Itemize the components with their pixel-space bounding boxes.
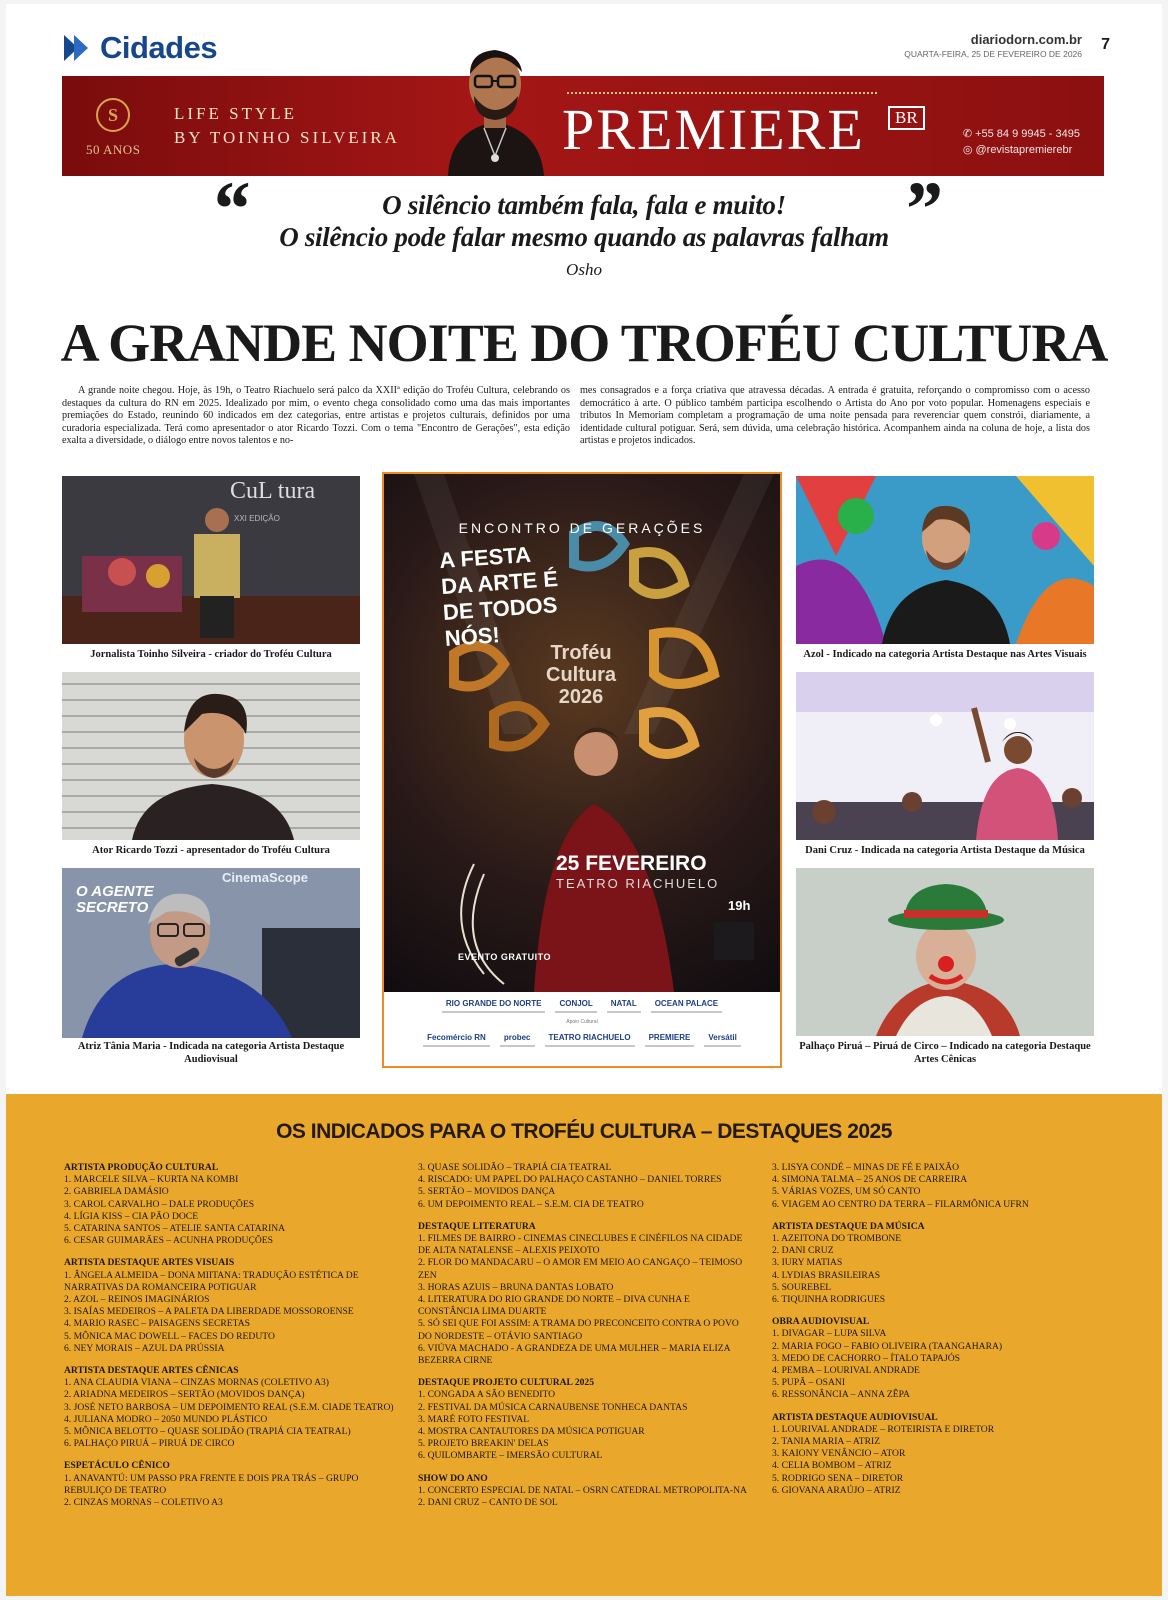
section-title: Cidades: [100, 30, 218, 65]
nominee-item: 4. MOSTRA CANTAUTORES DA MÚSICA POTIGUAR: [418, 1426, 645, 1438]
premiere-banner: [62, 76, 1104, 176]
instagram-handle: @revistapremierebr: [975, 144, 1073, 156]
nominee-item: 5. PROJETO BREAKIN' DELAS: [418, 1438, 549, 1450]
category-heading: ARTISTA DESTAQUE AUDIOVISUAL: [772, 1411, 938, 1423]
nominee-item: 3. CAROL CARVALHO – DALE PRODUÇÕES: [64, 1198, 255, 1210]
nominee-item: 1. ANA CLAUDIA VIANA – CINZAS MORNAS (COLETIVO A3): [64, 1377, 329, 1389]
nominee-item: 2. CINZAS MORNAS – COLETIVO A3: [64, 1497, 223, 1509]
nominee-item: 4. PEMBA – LOURIVAL ANDRADE: [772, 1365, 920, 1377]
sponsor-logo: RIO GRANDE DO NORTE: [442, 996, 546, 1013]
nominee-item: 2. FESTIVAL DA MÚSICA CARNAUBENSE TONHECA DANTAS: [418, 1401, 688, 1413]
cinema-sign: CinemaScope: [222, 870, 308, 885]
nominee-item: 3. HORAS AZUIS – BRUNA DANTAS LOBATO: [418, 1281, 614, 1293]
nominee-item: 2. DANI CRUZ – CANTO DE SOL: [418, 1497, 558, 1509]
nominee-item: 6. GIOVANA ARAÚJO – ATRIZ: [772, 1484, 901, 1496]
nominee-item: 2. GABRIELA DAMÁSIO: [64, 1186, 169, 1198]
nominee-item: 2. FLOR DO MANDACARU – O AMOR EM MEIO AO CANGAÇO – TEIMOSO ZEN: [418, 1257, 743, 1281]
nominee-item: 5. CATARINA SANTOS – ATELIE SANTA CATARINA: [64, 1223, 286, 1235]
nominee-item: 4. LYDIAS BRASILEIRAS: [772, 1269, 881, 1281]
page-number: 7: [1101, 36, 1110, 53]
trofeu-line-3: 2026: [558, 686, 604, 708]
nominee-item: 5. SÓ SEI QUE FOI ASSIM: A TRAMA DO PRECONCEITO CONTRA O POVO DO NORDESTE – OTÁVIO SANTIAGO: [418, 1318, 739, 1342]
nominee-item: 3. MARÉ FOTO FESTIVAL: [418, 1413, 530, 1425]
slogan-line-4: NÓS!: [443, 622, 501, 651]
category-heading: ARTISTA DESTAQUE ARTES CÊNICAS: [64, 1365, 239, 1377]
nominee-item: 1. LOURIVAL ANDRADE – ROTEIRISTA E DIRETOR: [772, 1423, 995, 1435]
nominee-item: 3. KAIONY VENÂNCIO – ATOR: [772, 1448, 906, 1460]
phone-number: +55 84 9 9945 - 3495: [975, 128, 1080, 140]
premiere-br-tag: BR: [888, 106, 925, 130]
nominee-item: 6. UM DEPOIMENTO REAL – S.E.M. CIA DE TEATRO: [418, 1198, 644, 1210]
caption-azol: Azol - Indicado na categoria Artista Destaque nas Artes Visuais: [803, 649, 1087, 660]
slogan-line-3: DE TODOS: [442, 592, 559, 626]
nominee-item: 6. RESSONÂNCIA – ANNA ZÊPA: [772, 1389, 910, 1401]
banner-divider: [567, 92, 877, 94]
caption-toinho: Jornalista Toinho Silveira - criador do Troféu Cultura: [90, 649, 332, 660]
nominee-item: 5. MÔNICA MAC DOWELL – FACES DO REDUTO: [64, 1330, 275, 1342]
nominees-column-3: [772, 1162, 1106, 1497]
support-label: Apoio Cultural: [566, 1019, 598, 1025]
open-quote-icon: “: [210, 165, 249, 252]
photo-azol: [796, 476, 1094, 644]
premiere-logo: PREMIERE: [562, 97, 865, 162]
nominee-item: 4. SIMONA TALMA – 25 ANOS DE CARREIRA: [772, 1174, 968, 1186]
nominee-item: 6. TIQUINHA RODRIGUES: [772, 1294, 886, 1306]
nominee-item: 6. QUILOMBARTE – IMERSÃO CULTURAL: [418, 1450, 603, 1462]
nominee-item: 5. MÔNICA BELOTTO – QUASE SOLIDÃO (TRAPIÁ CIA TEATRAL): [64, 1426, 351, 1438]
poster-venue: TEATRO RIACHUELO: [556, 876, 720, 891]
nominees-section: [6, 1094, 1162, 1596]
nominee-item: 1. ANAVANTÚ: UM PASSO PRA FRENTE E DOIS PRA TRÁS – GRUPO REBULIÇO DE TEATRO: [64, 1472, 359, 1496]
event-poster: [382, 472, 782, 1068]
article-column-2: mes consagrados e a força criativa que atravessa décadas. A entrada é gratuita, reforçando o compromisso com o acesso democrático à arte. O público também participa escolhendo o Artista do Ano por voto popular. Homenagens especiais e tributos In Memoriam completam a programação de uma noite pensada para reverenciar quem constrói, diariamente, a identidade cultural potiguar. Será, sem dúvida, uma celebração histórica. Acompanhem ainda na coluna de hoje, a lista dos artistas e projetos indicados.: [580, 385, 1090, 447]
sponsor-logo: PREMIERE: [645, 1030, 695, 1047]
caption-dani: Dani Cruz - Indicada na categoria Artista Destaque da Música: [805, 845, 1085, 856]
nominee-item: 3. IURY MATIAS: [772, 1257, 843, 1269]
instagram-icon: ◎: [962, 144, 973, 156]
slogan-line-2: DA ARTE É: [440, 565, 559, 600]
masthead: [904, 32, 1082, 59]
photo-dani: [796, 672, 1094, 840]
nominee-item: 1. AZEITONA DO TROMBONE: [772, 1233, 902, 1245]
close-quote-icon: ”: [902, 165, 941, 252]
nominee-item: 2. TANIA MARIA – ATRIZ: [772, 1436, 881, 1448]
sponsor-logo: OCEAN PALACE: [651, 996, 722, 1013]
photo-pirua: [796, 868, 1094, 1036]
poster-trofeu: [546, 642, 616, 708]
trofeu-line-2: Cultura: [546, 664, 616, 686]
nominee-item: 1. MARCELE SILVA – KURTA NA KOMBI: [64, 1174, 239, 1186]
nominees-column-2: [418, 1162, 752, 1509]
category-heading: ESPETÁCULO CÊNICO: [64, 1460, 170, 1472]
nominee-item: 5. SOUREBEL: [772, 1281, 832, 1293]
nominee-item: 4. LITERATURA DO RIO GRANDE DO NORTE – DIVA CUNHA E CONSTÂNCIA LIMA DUARTE: [418, 1294, 690, 1318]
section-header: [64, 30, 217, 66]
photo-toinho: [62, 476, 360, 644]
nominee-item: 3. ISAÍAS MEDEIROS – A PALETA DA LIBERDADE MOSSOROENSE: [64, 1306, 354, 1318]
host-portrait: [440, 38, 550, 176]
site-url: diariodorn.com.br: [970, 32, 1082, 47]
nominee-item: 4. MARIO RASEC – PAISAGENS SECRETAS: [64, 1318, 250, 1330]
cultura-sign: CuL tura: [230, 478, 316, 504]
newspaper-page: [6, 4, 1162, 1596]
nominee-item: 1. CONCERTO ESPECIAL DE NATAL – OSRN CATEDRAL METROPOLITA-NA: [418, 1484, 747, 1496]
category-heading: OBRA AUDIOVISUAL: [772, 1316, 870, 1328]
agent-sign: O AGENTE SECRETO: [76, 883, 154, 916]
sponsor-logo: Versátil: [704, 1030, 740, 1047]
headline: A GRANDE NOITE DO TROFÉU CULTURA: [60, 313, 1108, 373]
nominee-item: 1. ÂNGELA ALMEIDA – DONA MIITANA: TRADUÇÃO ESTÉTICA DE NARRATIVAS DA ROMANCEIRA POTIGUAR: [64, 1269, 359, 1293]
nominee-item: 6. VIAGEM AO CENTRO DA TERRA – FILARMÔNICA UFRN: [772, 1198, 1029, 1210]
nominee-item: 3. MEDO DE CACHORRO – ÍTALO TAPAJÓS: [772, 1352, 960, 1364]
seal-icon: S: [96, 98, 130, 132]
poster-encontro: ENCONTRO DE GERAÇÕES: [458, 520, 706, 536]
cultura-edition: XXI EDIÇÃO: [234, 514, 280, 523]
nominee-item: 3. JOSÉ NETO BARBOSA – UM DEPOIMENTO REAL (S.E.M. CIADE TEATRO): [64, 1401, 394, 1413]
sponsor-logo: TEATRO RIACHUELO: [545, 1030, 635, 1047]
sponsor-logo: probec: [500, 1030, 535, 1047]
sponsor-logo: CONJOL: [555, 996, 596, 1013]
quote-author: Osho: [566, 260, 602, 279]
sponsor-row-2: [384, 1030, 780, 1047]
caption-pirua: Palhaço Piruá – Piruá de Circo – Indicado na categoria Destaque Artes Cênicas: [799, 1041, 1091, 1065]
nominee-item: 6. PALHAÇO PIRUÁ – PIRUÁ DE CIRCO: [64, 1438, 235, 1450]
nominee-item: 1. CONGADA A SÃO BENEDITO: [418, 1389, 556, 1401]
whatsapp-icon: ✆: [962, 128, 973, 140]
double-chevron-icon: [64, 35, 84, 61]
article-column-1: A grande noite chegou. Hoje, às 19h, o Teatro Riachuelo será palco da XXIIª edição do Troféu Cultura, celebrando os destaques da cultura do RN em 2025. Idealizado por mim, o evento chega consolidado como uma das mais importantes premiações do Estado, reunindo 60 indicados em dez categorias, entre artistas e projetos culturais, definidos por uma curadoria especializada. Terá como apresentador o ator Ricardo Tozzi. Com o tema "Encontro de Gerações", esta edição exalta a diversidade, o diálogo entre novos talentos e no-: [62, 385, 570, 447]
category-heading: DESTAQUE LITERATURA: [418, 1220, 536, 1232]
poster-artwork: [384, 474, 780, 992]
photo-tozzi: [62, 672, 360, 840]
nominee-item: 1. FILMES DE BAIRRO - CINEMAS CINECLUBES E CINÉFILOS NA CIDADE DE ALTA NATALENSE – ALEXIS PEIXOTO: [418, 1233, 743, 1257]
nominee-item: 5. RODRIGO SENA – DIRETOR: [772, 1472, 904, 1484]
nominee-item: 5. VÁRIAS VOZES, UM SÓ CANTO: [772, 1186, 921, 1198]
slogan-line-1: A FESTA: [438, 541, 532, 574]
lifestyle-line-1: LIFE STYLE: [174, 104, 298, 123]
sponsor-logo: NATAL: [607, 996, 641, 1013]
poster-date: 25 FEVEREIRO: [556, 852, 707, 875]
lifestyle-line-2: BY TOINHO SILVEIRA: [174, 128, 400, 147]
category-heading: ARTISTA PRODUÇÃO CULTURAL: [64, 1162, 219, 1173]
category-heading: ARTISTA DESTAQUE DA MÚSICA: [772, 1220, 925, 1232]
nominee-item: 2. DANI CRUZ: [772, 1245, 834, 1257]
nominee-item: 5. PUPÃ – OSANI: [772, 1377, 846, 1389]
nominee-item: 4. JULIANA MODRO – 2050 MUNDO PLÁSTICO: [64, 1413, 268, 1425]
nominee-item: 5. SERTÃO – MOVIDOS DANÇA: [418, 1186, 556, 1198]
nominee-item: 4. CELIA BOMBOM – ATRIZ: [772, 1460, 892, 1472]
nominee-item: 6. VIÚVA MACHADO - A GRANDEZA DE UMA MULHER – MARIA ELIZA BEZERRA CIRNE: [418, 1342, 730, 1367]
poster-slogan: [439, 540, 563, 652]
quote-line-2: O silêncio pode falar mesmo quando as palavras falham: [279, 222, 889, 252]
poster-free-entry: EVENTO GRATUITO: [458, 952, 552, 962]
sponsor-row-1: [384, 996, 780, 1013]
nominee-item: 6. CESAR GUIMARÃES – ACUNHA PRODUÇÕES: [64, 1235, 273, 1247]
quote-line-1: O silêncio também fala, fala e muito!: [382, 190, 786, 220]
nominees-column-1: [64, 1162, 398, 1509]
nominee-item: 3. LISYA CONDÉ – MINAS DE FÉ E PAIXÃO: [772, 1162, 960, 1173]
poster-time: 19h: [728, 898, 751, 913]
nominee-item: 4. RISCADO: UM PAPEL DO PALHAÇO CASTANHO – DANIEL TORRES: [418, 1174, 722, 1186]
sponsor-logos: [384, 996, 780, 1053]
nominees-title: OS INDICADOS PARA O TROFÉU CULTURA – DESTAQUES 2025: [276, 1120, 892, 1143]
anniversary-text: 50 ANOS: [86, 142, 141, 157]
trofeu-line-1: Troféu: [550, 642, 612, 664]
nominee-item: 4. LÍGIA KISS – CIA PÃO DOCE: [64, 1210, 199, 1222]
banner-contact: [963, 126, 1080, 158]
nominee-item: 2. ARIADNA MEDEIROS – SERTÃO (MOVIDOS DANÇA): [64, 1389, 305, 1401]
category-heading: SHOW DO ANO: [418, 1472, 488, 1484]
category-heading: DESTAQUE PROJETO CULTURAL 2025: [418, 1377, 595, 1389]
nominee-item: 2. AZOL – REINOS IMAGINÁRIOS: [64, 1294, 210, 1306]
nominee-item: 2. MARIA FOGO – FABIO OLIVEIRA (TAANGAHARA): [772, 1340, 1003, 1352]
caption-tania: Atriz Tânia Maria - Indicada na categoria Artista Destaque Audiovisual: [77, 1041, 345, 1065]
sponsor-logo: Fecomércio RN: [423, 1030, 490, 1047]
category-heading: ARTISTA DESTAQUE ARTES VISUAIS: [64, 1257, 235, 1269]
issue-date: QUARTA-FEIRA, 25 DE FEVEREIRO DE 2026: [904, 49, 1082, 59]
photo-tania: [62, 868, 360, 1038]
nominee-item: 3. QUASE SOLIDÃO – TRAPIÁ CIA TEATRAL: [418, 1162, 612, 1173]
nominee-item: 1. DIVAGAR – LUPA SILVA: [772, 1328, 887, 1340]
caption-tozzi: Ator Ricardo Tozzi - apresentador do Troféu Cultura: [92, 845, 330, 856]
nominee-item: 6. NEY MORAIS – AZUL DA PRÚSSIA: [64, 1342, 225, 1354]
